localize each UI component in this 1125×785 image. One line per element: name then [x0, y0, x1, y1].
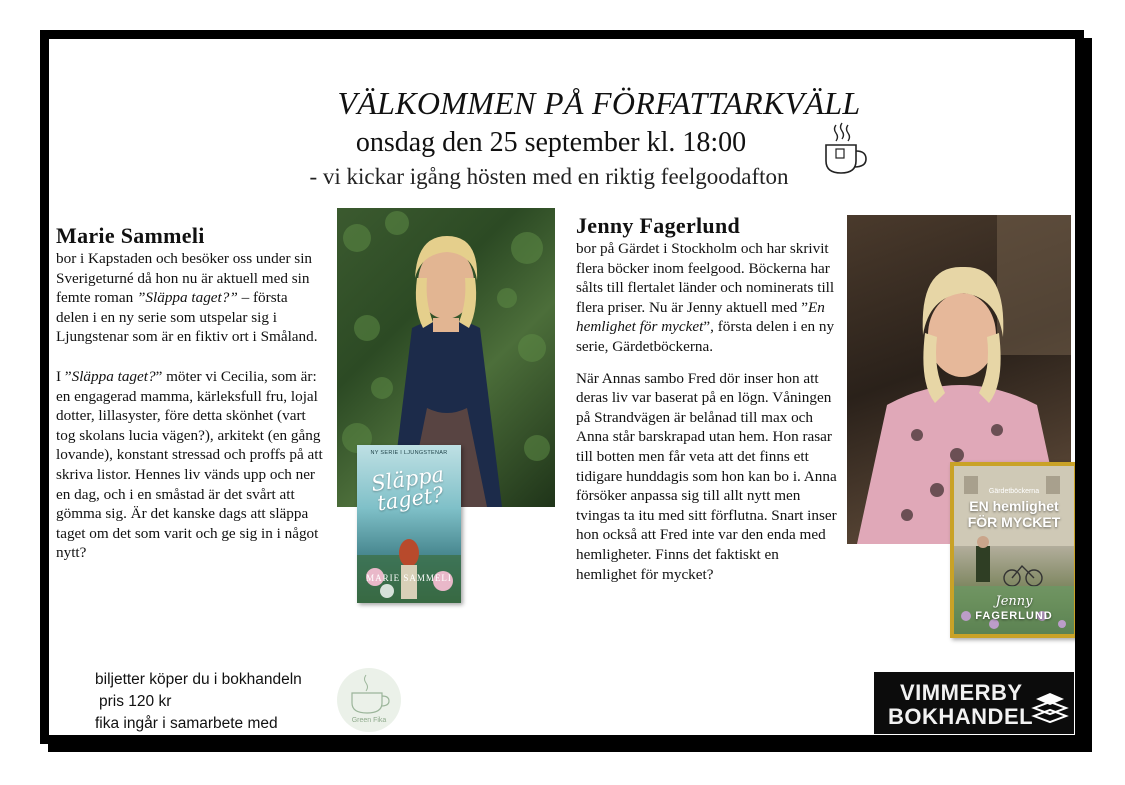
- ticket-info: [95, 669, 302, 735]
- logo-line-1: VIMMERBY: [900, 680, 1023, 705]
- book-2-series: Gärdetböckerna: [988, 488, 1040, 495]
- author-1-name: Marie Sammeli: [56, 223, 205, 248]
- author-2-book-title: En hemlighet för mycket: [576, 298, 825, 336]
- book-cover-slappa-taget: [357, 445, 461, 603]
- author-2-synopsis: När Annas sambo Fred dör inser hon att deras liv var baserat på en lögn. Våningen på Strandvägen är belånad till max och Anna står barskrapad utan hem. Hon rasar till botten men får veta att det finns ett tidigare hunddagis som hon kan bo i. Anna försöker anpassa sig till allt nytt men tvingas ta itu med sitt förflutna. Snart inser hon också att Fred inte var den enda med hemligheter. Finns det faktiskt en hemlighet för mycket?: [576, 369, 837, 583]
- book-stack-icon: [1030, 686, 1070, 726]
- author-1-intro-text: bor i Kapstaden och besöker oss under sin Sverigeturné då hon nu är aktuell med sin femte roman: [56, 250, 313, 307]
- event-subtitle: - vi kickar igång hösten med en riktig feelgoodafton: [309, 164, 789, 189]
- author-1-synopsis-text: ” möter vi Cecilia, som är: en engagerad mamma, kärleksfull fru, lojal dotter, lillasyster, före detta skönhet (vart tog skolans lucia vägen?), arkitekt (en gång lovande), konstant stressad och proffs på att skriva listor. Hennes liv vänds upp och ner en dag, och i en småstad är det svårt att gömma sig. Är det kanske dags att släppa taget om det som varit och ge sig in i något nytt?: [56, 367, 323, 562]
- event-date: onsdag den 25 september kl. 18:00: [355, 127, 747, 158]
- author-1-synopsis-open: I ”: [56, 367, 72, 385]
- book-2-author-2: FAGERLUND: [975, 610, 1053, 622]
- book-1-title: Släppa taget?: [369, 462, 446, 516]
- fika-logo-text: Green Fika: [351, 717, 387, 724]
- page-title: VÄLKOMMEN PÅ FÖRFATTARKVÄLL: [337, 85, 861, 121]
- author-1-intro: [56, 249, 324, 347]
- author-2-intro: [576, 239, 838, 357]
- green-fika-logo: [336, 667, 402, 733]
- author-1-column: [56, 223, 324, 563]
- author-2-intro-rest: ”, första delen i en ny serie, Gärdetböckerna.: [576, 318, 835, 355]
- author-2-intro-text: bor på Gärdet i Stockholm och har skrivit flera böcker inom feelgood. Böckerna har sålts till flertalet länder och nominerats till flera priser. Nu är Jenny aktuell med ”: [576, 240, 835, 316]
- book-1-tagline: NY SERIE I LJUNGSTENAR: [370, 450, 448, 456]
- book-2-author-1: Jenny: [995, 594, 1033, 609]
- book-cover-en-hemlighet: [950, 462, 1075, 638]
- author-1-synopsis: [56, 367, 324, 563]
- author-1-book-title: ”Släppa taget?”: [136, 289, 238, 307]
- author-2-name: Jenny Fagerlund: [576, 213, 741, 238]
- ticket-line: biljetter köper du i bokhandeln: [95, 671, 302, 688]
- book-1-author: MARIE SAMMELI: [366, 573, 452, 583]
- book-2-title-1: EN hemlighet: [969, 498, 1059, 514]
- fika-line: fika ingår i samarbete med: [95, 715, 278, 732]
- logo-line-2: BOKHANDEL: [888, 704, 1034, 729]
- poster: [49, 39, 1075, 735]
- vimmerby-bokhandel-logo: [874, 672, 1074, 734]
- book-2-title-2: FÖR MYCKET: [967, 514, 1061, 530]
- author-2-column: [576, 213, 838, 584]
- author-1-intro-rest: – första delen i en ny serie som utspelar sig i Ljungstenar som är en fiktiv ort i Småland.: [56, 289, 318, 346]
- price-line: pris 120 kr: [99, 693, 172, 710]
- coffee-cup-icon: [822, 121, 870, 177]
- author-1-synopsis-book: Släppa taget?: [71, 367, 156, 385]
